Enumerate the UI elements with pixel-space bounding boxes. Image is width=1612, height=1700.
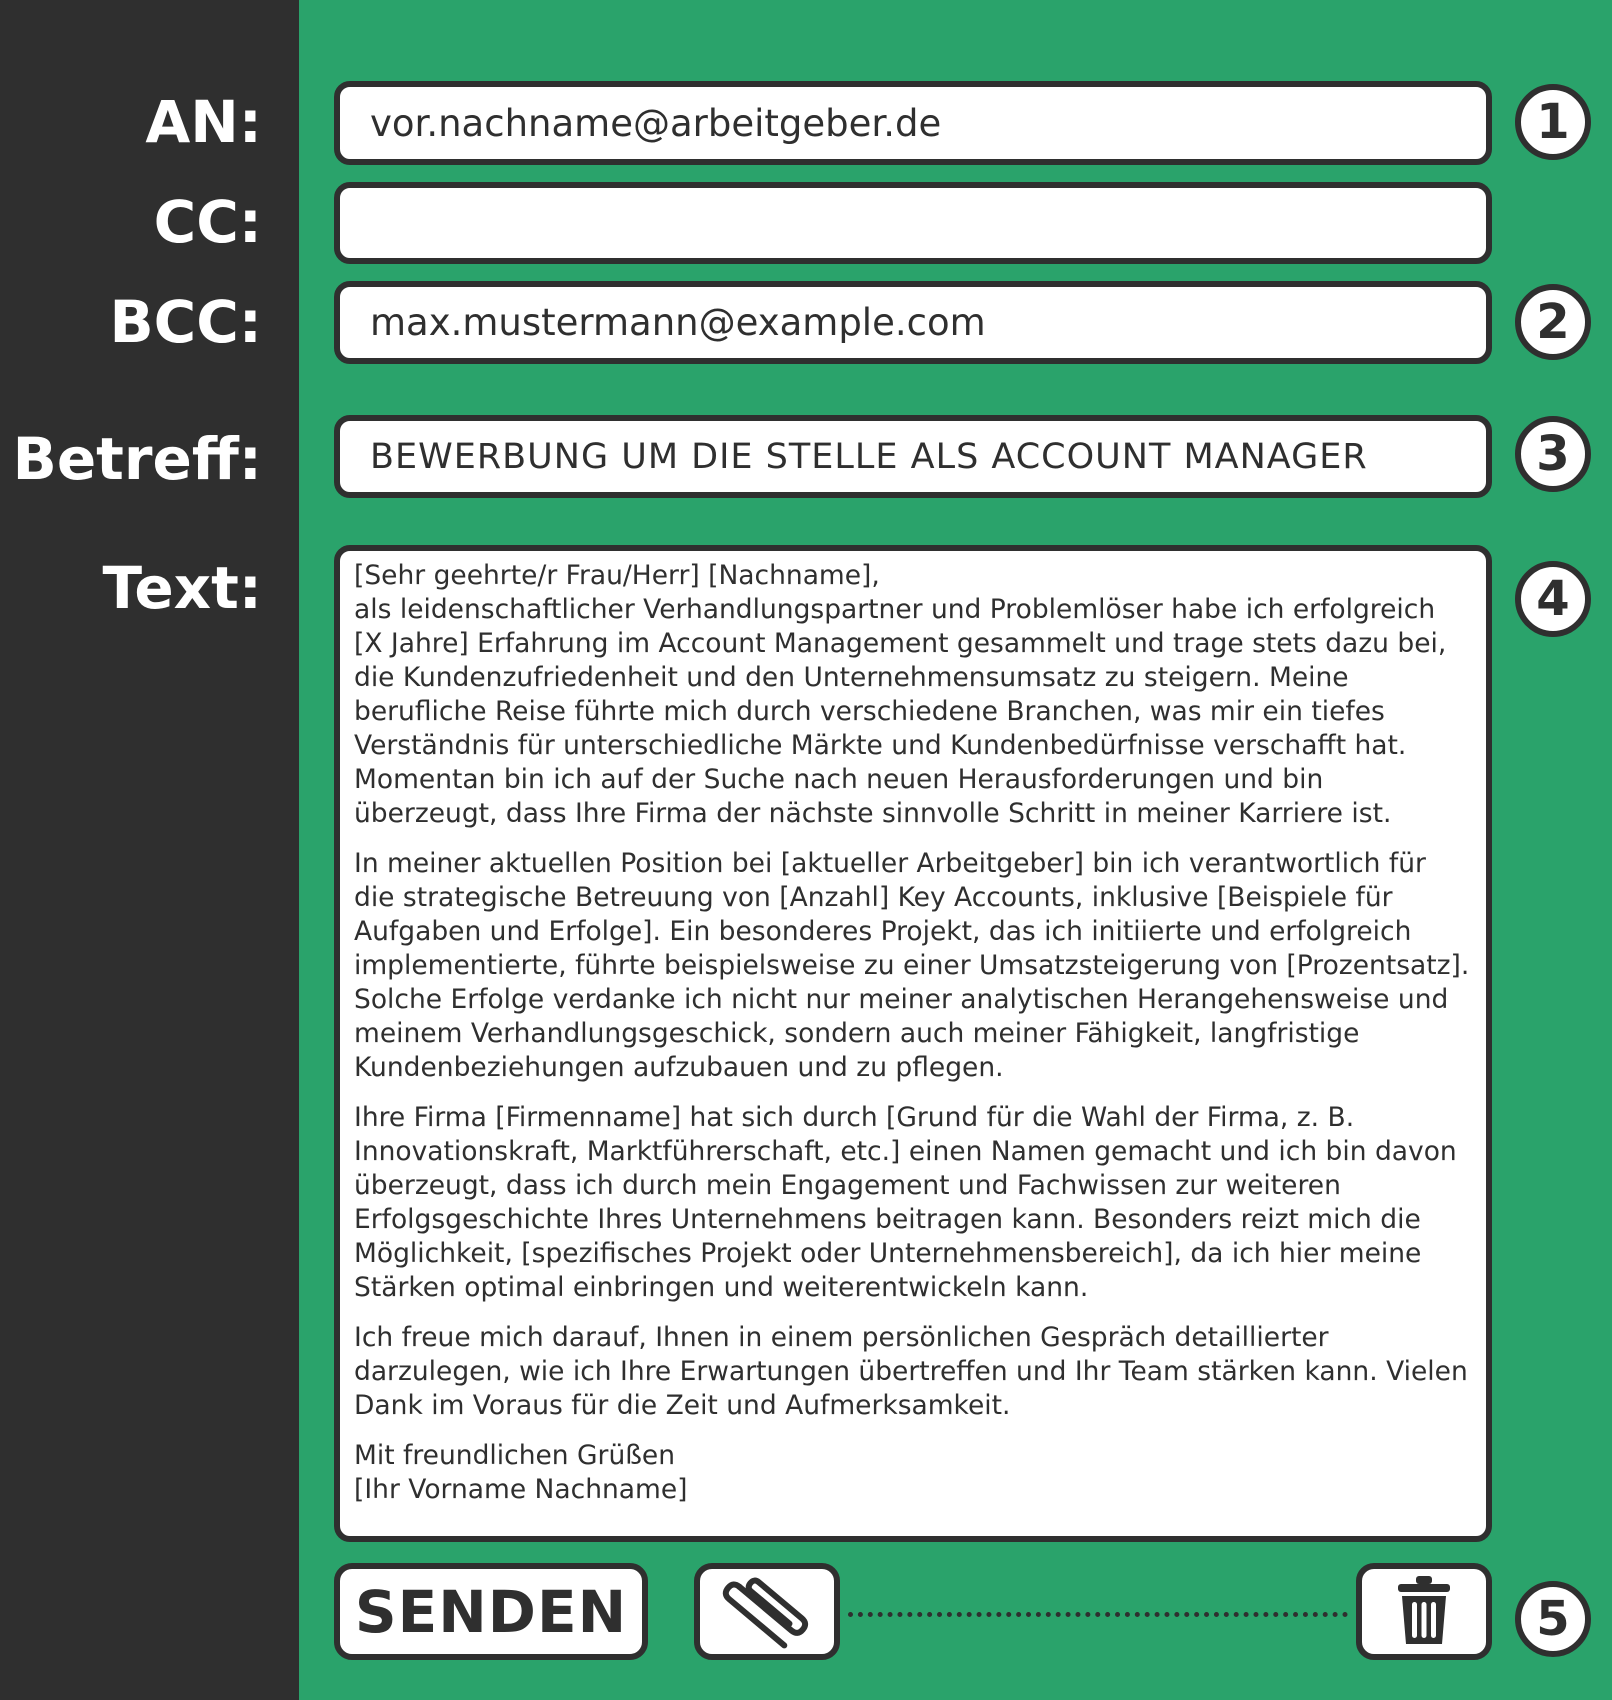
step-badge-1: 1 — [1515, 84, 1591, 160]
message-body[interactable] — [334, 545, 1492, 1542]
step-badge-2: 2 — [1515, 284, 1591, 360]
cc-field[interactable] — [334, 182, 1492, 264]
step-badge-5: 5 — [1515, 1581, 1591, 1657]
attach-button[interactable] — [694, 1563, 840, 1660]
subject-field[interactable]: BEWERBUNG UM DIE STELLE ALS ACCOUNT MANAGER — [334, 415, 1492, 498]
step-badge-4: 4 — [1515, 561, 1591, 637]
body-paragraph-3: Ihre Firma [Firmenname] hat sich durch [Grund für die Wahl der Firma, z. B. Innovationskraft, Marktführerschaft, etc.] einen Namen gemacht und ich bin davon überzeugt, dass ich durch mein Engagement und Fachwissen zur weiteren Erfolgsgeschichte Ihres Unternehmens beitragen kann. Besonders reizt mich die Möglichkeit, [spezifisches Projekt oder Unternehmensbereich], da ich hier meine Stärken optimal einbringen und weiterentwickeln kann. — [354, 1102, 1457, 1303]
to-label: AN: — [145, 88, 262, 156]
step-badge-3: 3 — [1515, 416, 1591, 492]
text-label: Text: — [102, 554, 262, 622]
body-paragraph-1: [Sehr geehrte/r Frau/Herr] [Nachname], als leidenschaftlicher Verhandlungspartner und Problemlöser habe ich erfolgreich [X Jahre] Erfahrung im Account Management gesammelt und trage stets dazu bei, die Kundenzufriedenheit und den Unternehmensumsatz zu steigern. Meine berufliche Reise führte mich durch verschiedene Branchen, was mir ein tiefes Verständnis für unterschiedliche Märkte und Kundenbedürfnisse verschafft hat. Momentan bin ich auf der Suche nach neuen Herausforderungen und bin überzeugt, dass Ihre Firma der nächste sinnvolle Schritt in meiner Karriere ist. — [354, 560, 1447, 829]
delete-button[interactable] — [1356, 1563, 1492, 1660]
cc-label: CC: — [153, 188, 262, 256]
bcc-field[interactable]: max.mustermann@example.com — [334, 281, 1492, 364]
trash-icon — [1396, 1574, 1452, 1650]
toolbar-divider — [848, 1612, 1348, 1617]
paperclip-icon — [721, 1569, 813, 1655]
subject-label: Betreff: — [12, 425, 262, 493]
bcc-label: BCC: — [109, 288, 262, 356]
send-button[interactable]: SENDEN — [334, 1563, 648, 1660]
body-paragraph-2: In meiner aktuellen Position bei [aktueller Arbeitgeber] bin ich verantwortlich für die strategische Betreuung von [Anzahl] Key Accounts, inklusive [Beispiele für Aufgaben und Erfolge]. Ein besonderes Projekt, das ich initiierte und erfolgreich implementierte, führte beispielsweise zu einer Umsatzsteigerung von [Prozentsatz]. Solche Erfolge verdanke ich nicht nur meiner analytischen Herangehensweise und meinem Verhandlungsgeschick, sondern auch meiner Fähigkeit, langfristige Kundenbeziehungen aufzubauen und zu pflegen. — [354, 848, 1470, 1083]
body-paragraph-4: Ich freue mich darauf, Ihnen in einem persönlichen Gespräch detaillierter darzulegen, wie ich Ihre Erwartungen übertreffen und Ihr Team stärken kann. Vielen Dank im Voraus für die Zeit und Aufmerksamkeit. — [354, 1322, 1468, 1421]
to-field[interactable]: vor.nachname@arbeitgeber.de — [334, 81, 1492, 165]
body-signature: Mit freundlichen Grüßen [Ihr Vorname Nachname] — [354, 1440, 688, 1505]
